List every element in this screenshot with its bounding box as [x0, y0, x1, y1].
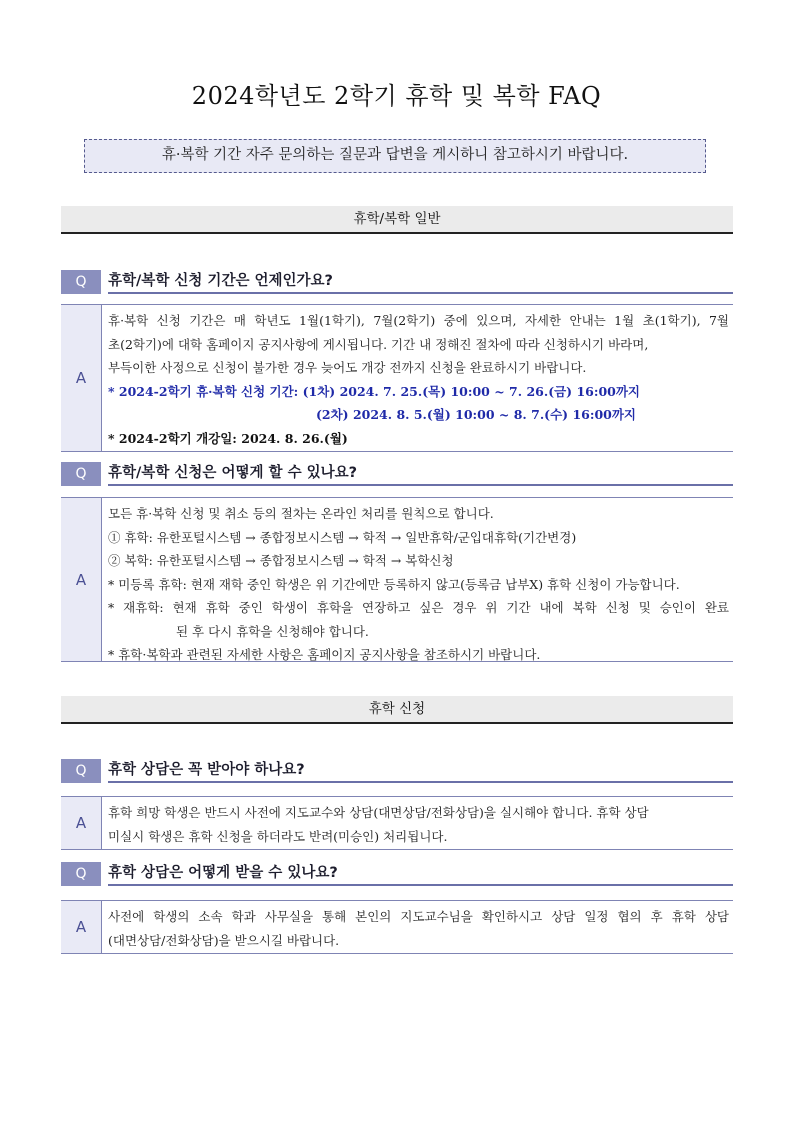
faq-question-row: [61, 862, 733, 886]
answer-line: * 재휴학: 현재 휴학 중인 학생이 휴학을 연장하고 싶은 경우 위 기간 내에 복학 신청 및 승인이 완료: [108, 600, 729, 615]
faq-answer-row: [61, 304, 733, 452]
answer-line: * 미등록 휴학: 현재 재학 중인 학생은 위 기간에만 등록하지 않고(등록금 납부X) 휴학 신청이 가능합니다.: [108, 576, 680, 592]
answer-line: 미실시 학생은 휴학 신청을 하더라도 반려(미승인) 처리됩니다.: [108, 828, 448, 844]
section-header-leave-application: 휴학 신청: [61, 696, 733, 724]
section-header-general: 휴학/복학 일반: [61, 206, 733, 234]
page-title: 2024학년도 2학기 휴학 및 복학 FAQ: [191, 82, 602, 110]
notice-box: 휴·복학 기간 자주 문의하는 질문과 답변을 게시하니 참고하시기 바랍니다.: [84, 139, 706, 173]
answer-line-bold: * 2024-2학기 개강일: 2024. 8. 26.(월): [108, 430, 348, 446]
answer-line: 휴·복학 신청 기간은 매 학년도 1월(1학기), 7월(2학기) 중에 있으며, 자세한 안내는 1월 초(1학기), 7월: [108, 313, 729, 328]
answer-line-highlight: * 2024-2학기 휴·복학 신청 기간: (1차) 2024. 7. 25.(목) 10:00 ~ 7. 26.(금) 16:00까지: [108, 383, 641, 399]
answer-line: ① 휴학: 유한포털시스템 → 종합정보시스템 → 학적 → 일반휴학/군입대휴학(기간변경): [108, 529, 577, 545]
answer-badge: A: [61, 901, 102, 953]
faq-question-row: [61, 462, 733, 486]
answer-line: (대면상담/전화상담)을 받으시길 바랍니다.: [108, 932, 340, 948]
question-badge: Q: [61, 862, 101, 886]
question-badge: Q: [61, 759, 101, 783]
answer-text: [108, 801, 729, 848]
question-text: 휴학 상담은 꼭 받아야 하나요?: [108, 759, 733, 783]
faq-question-row: [61, 759, 733, 783]
faq-question-row: [61, 270, 733, 294]
answer-line: 된 후 다시 휴학을 신청해야 합니다.: [176, 623, 369, 639]
question-text: 휴학/복학 신청 기간은 언제인가요?: [108, 270, 733, 294]
answer-badge: A: [61, 797, 102, 849]
faq-answer-row: [61, 900, 733, 954]
faq-answer-row: [61, 497, 733, 662]
question-badge: Q: [61, 270, 101, 294]
answer-line: 초(2학기)에 대학 홈페이지 공지사항에 게시됩니다. 기간 내 정해진 절차에 따라 신청하시기 바라며,: [108, 336, 649, 352]
answer-text: [108, 905, 729, 952]
answer-line: 사전에 학생의 소속 학과 사무실을 통해 본인의 지도교수님을 확인하시고 상담 일정 협의 후 휴학 상담: [108, 909, 729, 924]
answer-line: * 휴학·복학과 관련된 자세한 사항은 홈페이지 공지사항을 참조하시기 바랍니다.: [108, 647, 541, 662]
answer-line: ② 복학: 유한포털시스템 → 종합정보시스템 → 학적 → 복학신청: [108, 553, 454, 568]
question-text: 휴학/복학 신청은 어떻게 할 수 있나요?: [108, 462, 733, 486]
answer-text: [108, 502, 729, 667]
answer-line: 휴학 희망 학생은 반드시 사전에 지도교수와 상담(대면상담/전화상담)을 실시해야 합니다. 휴학 상담: [108, 805, 649, 820]
question-text: 휴학 상담은 어떻게 받을 수 있나요?: [108, 862, 733, 886]
answer-badge: A: [61, 498, 102, 661]
faq-answer-row: [61, 796, 733, 850]
answer-line: 부득이한 사정으로 신청이 불가한 경우 늦어도 개강 전까지 신청을 완료하시기 바랍니다.: [108, 360, 587, 375]
answer-badge: A: [61, 305, 102, 451]
answer-line: 모든 휴·복학 신청 및 취소 등의 절차는 온라인 처리를 원칙으로 합니다.: [108, 506, 494, 521]
answer-line-highlight: (2차) 2024. 8. 5.(월) 10:00 ~ 8. 7.(수) 16:00까지: [316, 407, 636, 422]
answer-text: [108, 309, 729, 450]
question-badge: Q: [61, 462, 101, 486]
